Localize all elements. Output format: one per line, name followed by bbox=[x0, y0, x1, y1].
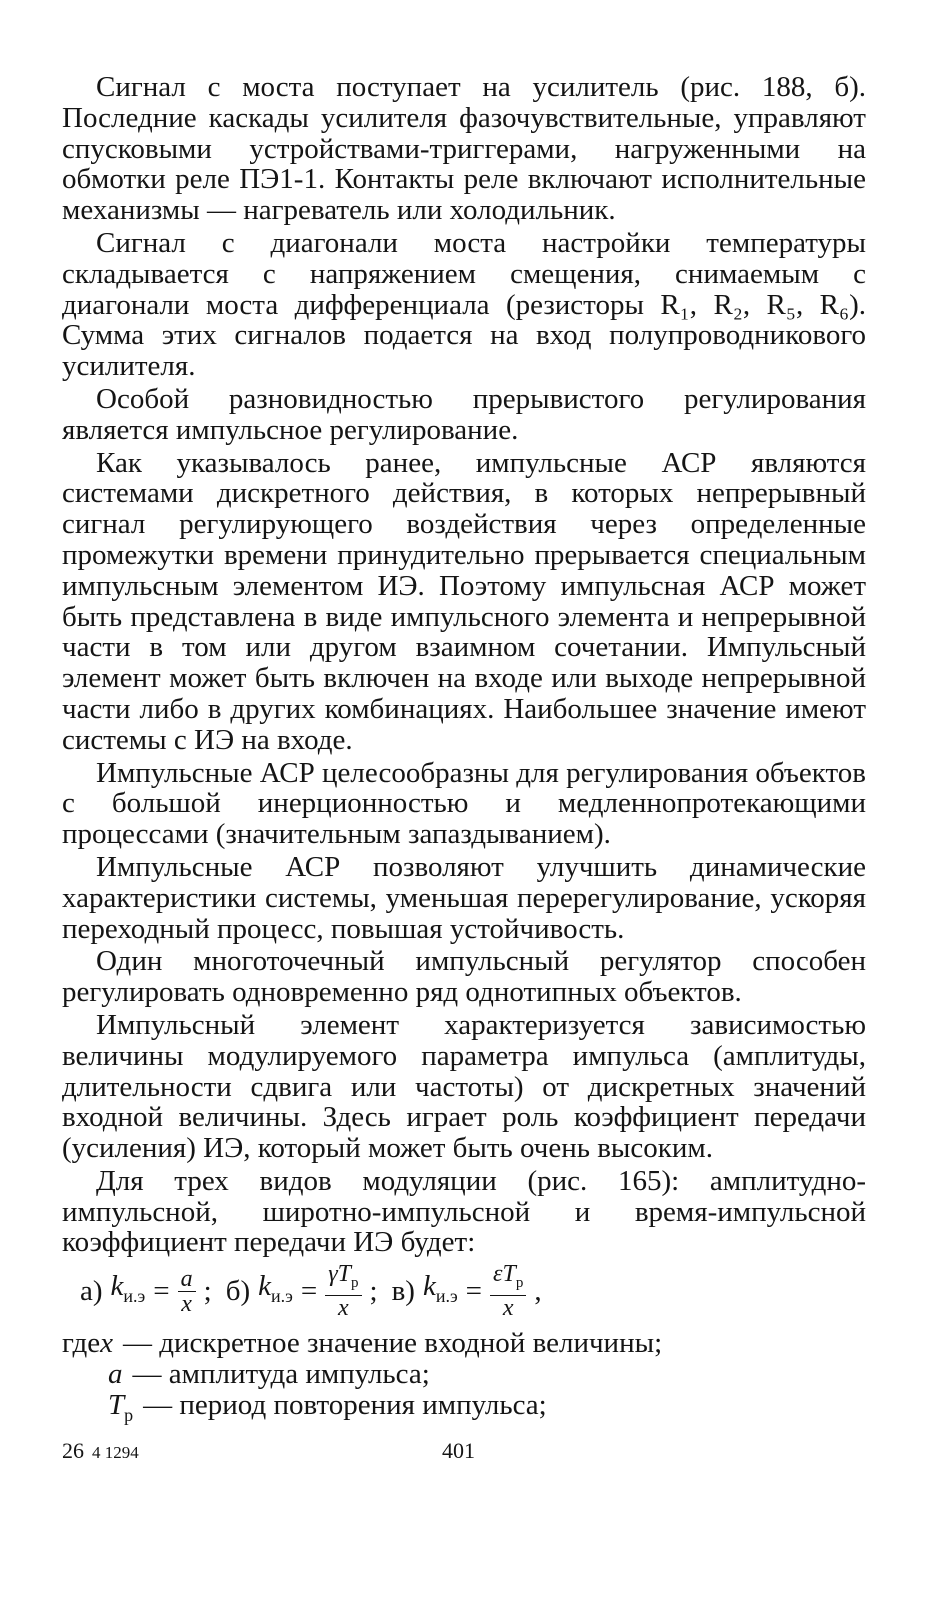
definition-a bbox=[62, 1359, 866, 1390]
definition-x bbox=[62, 1328, 866, 1359]
formula-b-k: $k_{и.э}$ bbox=[258, 1270, 293, 1307]
formula-line bbox=[62, 1262, 866, 1320]
definition-t bbox=[62, 1390, 866, 1431]
page-number: 401 bbox=[442, 1438, 475, 1463]
formula-a bbox=[80, 1267, 212, 1316]
formula-b-numerator: $\gamma T_р$ bbox=[325, 1262, 361, 1296]
formula-a-k: $k_{и.э}$ bbox=[110, 1270, 146, 1307]
formula-a-denominator: x bbox=[181, 1290, 192, 1317]
paragraph-4: Как указывалось ранее, импульсные АСР являются системами дискретного действия, в которых непрерывный сигнал регулирующего воздействия через определенные промежутки времени принудительно прерывается специальным импульсным элементом ИЭ. Поэтому импульсная АСР может быть представлена в виде импульсного элемента и непрерывной части в том или другом взаимном сочетании. Импульсный элемент может быть включен на входе или выходе непрерывной части либо в других комбинациях. Наибольшее значение имеют системы с ИЭ на входе. bbox=[62, 446, 866, 756]
paragraph-1: Сигнал с моста поступает на усилитель (рис. 188, б). Последние каскады усилителя фазочувствительные, управляют спусковыми устройствами-триггерами, нагруженными на обмотки реле ПЭ1-1. Контакты реле включают исполнительные механизмы — нагреватель или холодильник. bbox=[62, 71, 866, 227]
formula-c-sep: , bbox=[534, 1275, 542, 1308]
paragraph-3: Особой разновидностью прерывистого регулирования является импульсное регулирование. bbox=[62, 382, 866, 446]
definitions bbox=[62, 1328, 866, 1431]
formula-a-eq: = bbox=[153, 1275, 170, 1308]
definition-t-text: — период повторения импульса; bbox=[143, 1389, 547, 1422]
formula-b bbox=[226, 1262, 378, 1320]
formula-b-denominator: x bbox=[338, 1295, 349, 1322]
definition-x-prefix: гдеx bbox=[62, 1327, 113, 1360]
paragraph-8: Импульсный элемент характеризуется зависимостью величины модулируемого параметра импульса (амплитуды, длительности сдвига или частоты) от дискретных значений входной величины. Здесь играет роль коэффициент передачи (усиления) ИЭ, который может быть очень высоким. bbox=[62, 1008, 866, 1165]
definition-a-symbol: a bbox=[108, 1358, 123, 1391]
formula-c-fraction bbox=[490, 1262, 526, 1320]
formula-c-numerator: $\varepsilon T_р$ bbox=[490, 1262, 526, 1296]
formula-a-label: а) bbox=[80, 1275, 103, 1308]
formula-c-eq: = bbox=[465, 1275, 483, 1308]
formula-a-fraction bbox=[178, 1267, 196, 1316]
formula-c-k: $k_{и.э}$ bbox=[422, 1270, 458, 1307]
formula-b-fraction bbox=[325, 1262, 361, 1320]
page-footer bbox=[62, 1438, 866, 1468]
paragraph-6: Импульсные АСР позволяют улучшить динамические характеристики системы, уменьшая перерегулирование, ускоряя переходный процесс, повышая устойчивость. bbox=[62, 850, 866, 945]
paragraph-9: Для трех видов модуляции (рис. 165): амплитудно-импульсной, широтно-импульсной и время-импульсной коэффициент передачи ИЭ будет: bbox=[62, 1164, 866, 1259]
paragraph-2: Сигнал с диагонали моста настройки температуры складывается с напряжением смещения, снимаемым с диагонали моста дифференциала (резисторы R₁, R₂, R₅, R₆). Сумма этих сигналов подается на вход полупроводникового усилителя. bbox=[62, 226, 866, 383]
formula-a-numerator: a bbox=[178, 1267, 196, 1292]
formula-b-eq: = bbox=[300, 1275, 318, 1308]
formula-b-label: б) bbox=[225, 1275, 251, 1308]
formula-a-sep: ; bbox=[203, 1275, 212, 1308]
definition-x-text: — дискретное значение входной величины; bbox=[122, 1327, 663, 1360]
definition-t-symbol: $T_р$ bbox=[108, 1389, 134, 1425]
formula-c bbox=[392, 1262, 542, 1320]
formula-b-sep: ; bbox=[369, 1275, 378, 1308]
printer-signature: 26 4 1294 bbox=[62, 1438, 139, 1463]
paragraph-5: Импульсные АСР целесообразны для регулирования объектов с большой инерционностью и медленнопротекающими процессами (значительным запаздыванием). bbox=[62, 756, 866, 851]
paragraph-7: Один многоточечный импульсный регулятор способен регулировать одновременно ряд однотипных объектов. bbox=[62, 945, 866, 1009]
definition-a-text: — амплитуда импульса; bbox=[132, 1358, 430, 1391]
formula-c-label: в) bbox=[391, 1275, 415, 1308]
formula-c-denominator: x bbox=[502, 1295, 514, 1322]
